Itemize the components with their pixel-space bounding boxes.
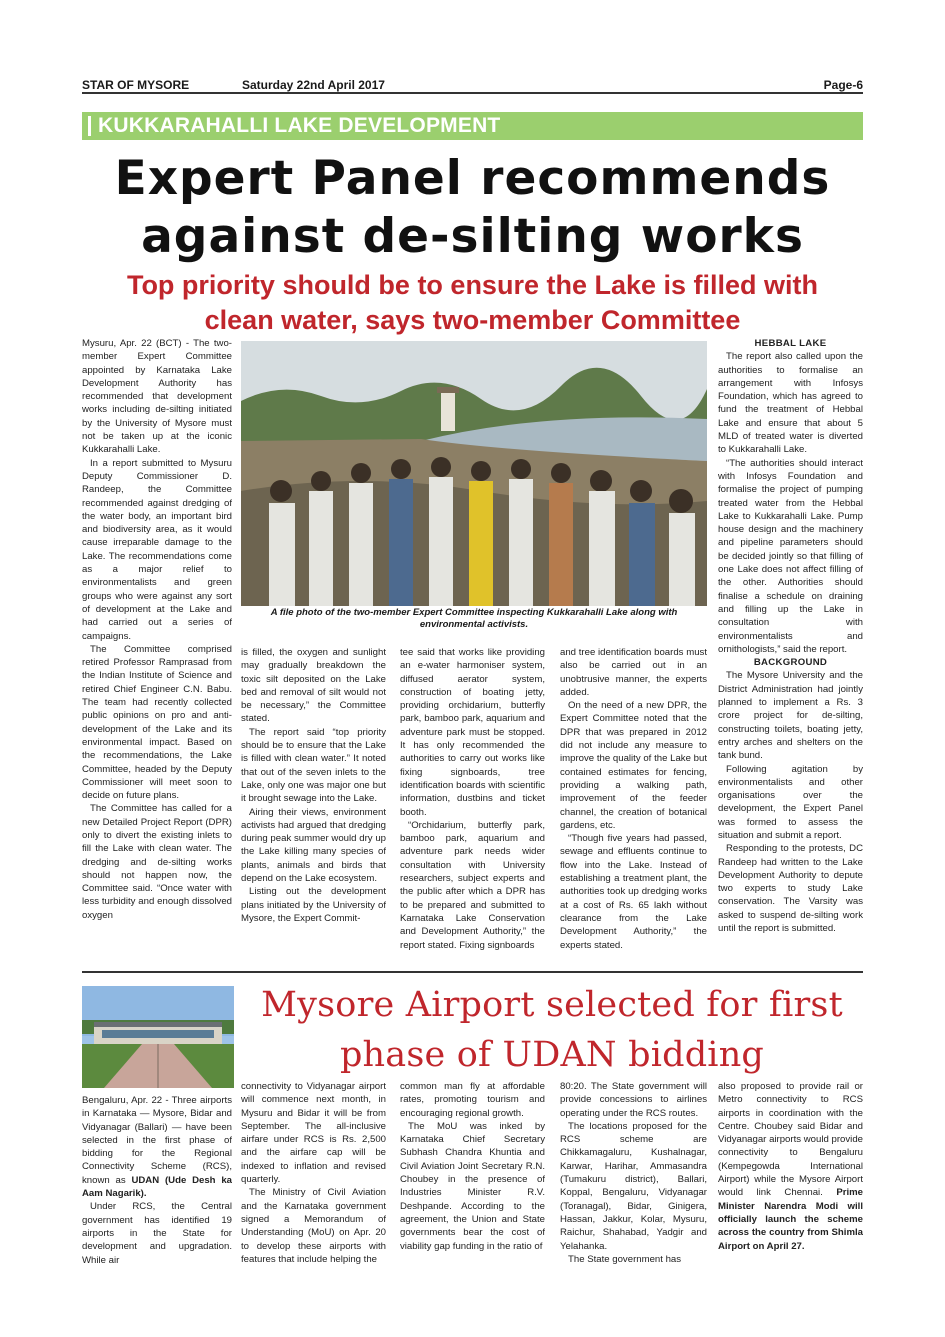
section-banner [82, 112, 863, 140]
paragraph: Following agitation by environmentalists and other organisations over the development, the Expert Panel was formed to assess the situation and submit a report. [718, 763, 863, 841]
paragraph: “Though five years had passed, sewage and effluents continue to flow into the Lake. Instead of establishing a treatment plant, the authorities took up dredging works at a cost of Rs. 65 lakh without clearance from the Lake Development Authority,” the experts stated. [560, 833, 707, 951]
page-number: Page-6 [823, 78, 863, 92]
paragraph: The report said “top priority should be to ensure that the Lake is filled with clean water.” It noted that out of the seven inlets to the Lake, only one was major one but it brought sewage into the Lake. [241, 726, 386, 805]
masthead [82, 76, 863, 94]
paragraph: Airing their views, environment activists had argued that dredging during peak summer would dry up the Lake killing many species of plants, animals and birds that depend on the Lake ecosystem. [241, 806, 386, 885]
paragraph: Responding to the protests, DC Randeep had written to the Lake Development Authority to depute two experts to study Lake conservation. The Varsity was asked to suspend de-silting work until the report is submitted. [718, 843, 863, 935]
paragraph [82, 1094, 232, 1200]
subhead-line-1: Top priority should be to ensure the Lake is filled with [126, 270, 819, 300]
article-headline [82, 150, 863, 266]
paragraph: connectivity to Vidyanagar airport will commence next month, in Mysuru and Bidar it will be from September. The all-inclusive airfare under RCS is Rs. 2,500 and the airfare cap will be indexed to inflation and revised quarterly. [241, 1081, 386, 1186]
paragraph: The MoU was inked by Karnataka Chief Secretary Subhash Chandra Khuntia and Civil Aviation Joint Secretary R.N. Choubey in the presence of Industries Minister R.V. Deshpande. According to the agreement, the Union and State governments bear the cost of viability gap funding in the ratio of [400, 1120, 545, 1252]
airport-column-4 [560, 1080, 707, 1265]
paragraph: The Ministry of Civil Aviation and the Karnataka government signed a Memorandum of Understanding (MoU) on Apr. 20 to develop these airports with features that include helping the [241, 1187, 386, 1265]
paragraph: Mysuru, Apr. 22 (BCT) - The two-member Expert Committee appointed by Karnataka Lake Development Authority has recommended that development works including de-silting initiated by the University of Mysore must not be taken up at the iconic Kukkarahalli Lake. [82, 338, 232, 456]
paragraph: 80:20. The State government will provide concessions to airlines operating under the RCS routes. [560, 1081, 707, 1119]
paragraph: The Mysore University and the District Administration had jointly planned to implement a Rs. 3 crore project for de-silting, constructing toilets, boating jetty, entry arches and shelters on the tank bund. [718, 670, 863, 762]
lake-inspection-photo [241, 341, 707, 606]
section-title: KUKKARAHALLI LAKE DEVELOPMENT [98, 114, 501, 137]
paragraph: common man fly at affordable rates, promoting tourism and encouraging regional growth. [400, 1081, 545, 1119]
airport-column-5 [718, 1080, 863, 1265]
paragraph: The locations proposed for the RCS scheme are Chikkamagaluru, Kushalnagar, Karwar, Harihar, Ammasandra (Tumakuru district), Ballari, Koppal, Bengaluru, Vidyanagar (Toranagal), Bidar, Ginigera, Hassan, Jakkur, Kolar, Mysuru, Raichur, Shahabad, Yadgir and Yelahanka. [560, 1120, 707, 1252]
article-column-5 [718, 337, 863, 967]
airport-headline [241, 980, 863, 1080]
banner-accent-bar [88, 116, 91, 136]
subsection-heading-hebbal-lake: HEBBAL LAKE [754, 338, 827, 349]
airport-column-2 [241, 1080, 386, 1265]
paragraph: The report also called upon the authorities to formalise an arrangement with Infosys Foundation, which has agreed to fund the treatment of Hebbal Lake and ensure that about 5 MLD of treated water is diverted to Kukkarahalli Lake. [718, 351, 863, 456]
pm-launch-text: Prime Minister Narendra Modi will officially launch the scheme across the country from Shimla Airport on April 27. [718, 1187, 863, 1252]
airport-lead-text: Bengaluru, Apr. 22 - Three airports in Karnataka — Mysore, Bidar and Vidyanagar (Ballari) — have been selected in the first phase of bidding for the Regional Connectivity Scheme (RCS), known as [82, 1095, 232, 1186]
article-column-4 [560, 646, 707, 966]
airport-text: also proposed to provide rail or Metro connectivity to RCS airports in coordination with the Centre. Choubey said Bidar and Vidyanagar airports would provide connectivity to Bengaluru (Kempegowda International Airport) while the Mysore Airport would link Chennai. [718, 1081, 863, 1199]
paragraph: Under RCS, the Central government has identified 19 airports in the State for development and upgradation. While air [82, 1201, 232, 1266]
paragraph: tee said that works like providing an e-water harmoniser system, diffused aerator system, construction of boating jetty, providing orchidarium, butterfly park, bamboo park, aquarium and adventure park must be stopped. It has only recommended the authorities to carry out works like fixing signboards, tree identification boards with scientific information, dustbins and ticket booth. [400, 647, 545, 818]
udan-expansion: UDAN (Ude Desh ka Aam Nagarik). [82, 1174, 232, 1200]
paragraph: is filled, the oxygen and sunlight may gradually breakdown the toxic silt deposited on the Lake bed and removal of silt would not be necessary,” the Committee stated. [241, 647, 386, 725]
airport-headline-line-1: Mysore Airport selected for first [261, 985, 843, 1025]
paragraph: On the need of a new DPR, the Expert Committee noted that the DPR that was prepared in 2012 did not include any measure to improve the quality of the Lake but contained estimates for fencing, providing a walking path, improvement of the feeder channel, the creation of botanical gardens, etc. [560, 700, 707, 831]
article-column-1 [82, 337, 232, 967]
article-subheadline [82, 268, 863, 338]
paragraph: The State government has [568, 1253, 682, 1265]
airport-column-3 [400, 1080, 545, 1265]
photo-caption: A file photo of the two-member Expert Committee inspecting Kukkarahalli Lake along with environmental activists. [270, 607, 678, 630]
issue-date: Saturday 22nd April 2017 [242, 78, 385, 92]
airport-headline-line-2: phase of UDAN bidding [339, 1035, 765, 1075]
paragraph: “Orchidarium, butterfly park, bamboo park, aquarium and adventure park needs wider consultation with University researchers, subject experts and the public after which a DPR has to be prepared and submitted to Karnataka Lake Conservation and Development Authority,” the report stated. Fixing signboards [400, 819, 545, 951]
airport-column-1 [82, 1094, 232, 1274]
subhead-line-2: clean water, says two-member Committee [204, 305, 741, 335]
article-divider [82, 971, 863, 973]
headline-line-1: Expert Panel recommends [114, 151, 831, 206]
subsection-heading-background: BACKGROUND [753, 657, 828, 669]
paper-name: STAR OF MYSORE [82, 78, 190, 92]
paragraph: In a report submitted to Mysuru Deputy Commissioner D. Randeep, the Committee recommended against dredging of the water body, an important bird and biodiversity area, as it would cause irreparable damage to the Lake. The recommendations come as a major relief to environmentalists and green groups who were against any sort of development at the Lake and had carried out a series of campaigns. [82, 457, 232, 642]
airport-photo [82, 986, 234, 1088]
paragraph: The Committee comprised retired Professor Ramprasad from the Indian Institute of Science and retired Chief Engineer C.N. Babu. The team had recently collected public opinions on pro and anti-development of the Lake and its environmental impact. Based on the recommendations, the Lake Committee, headed by the Deputy Commissioner will meet soon to decide on future plans. [82, 643, 232, 802]
paragraph: and tree identification boards must also be carried out in an unobtrusive manner, the experts added. [560, 647, 707, 698]
headline-line-2: against de-silting works [141, 209, 804, 264]
paragraph [718, 1080, 863, 1253]
paragraph: Listing out the development plans initiated by the University of Mysore, the Expert Commit- [241, 886, 386, 924]
article-column-2 [241, 646, 386, 966]
paragraph: The Committee has called for a new Detailed Project Report (DPR) only to divert the existing inlets to fill the Lake with clean water. The dredging and de-silting works should not happen now, the Committee said. “Once water with less turbidity and enough dissolved oxygen [82, 803, 232, 921]
paragraph: “The authorities should interact with Infosys Foundation and formalise the project of pumping treated water from the Hebbal Lake to Kukkarahalli Lake. Pump house design and the machinery and pipeline parameters should be decided jointly so that filling of one Lake does not affect filling of the other. Authorities should finalise a schedule on draining and filling up the Lake in consultation with environmentalists and ornithologists,” said the report. [718, 457, 863, 655]
article-column-3 [400, 646, 545, 966]
